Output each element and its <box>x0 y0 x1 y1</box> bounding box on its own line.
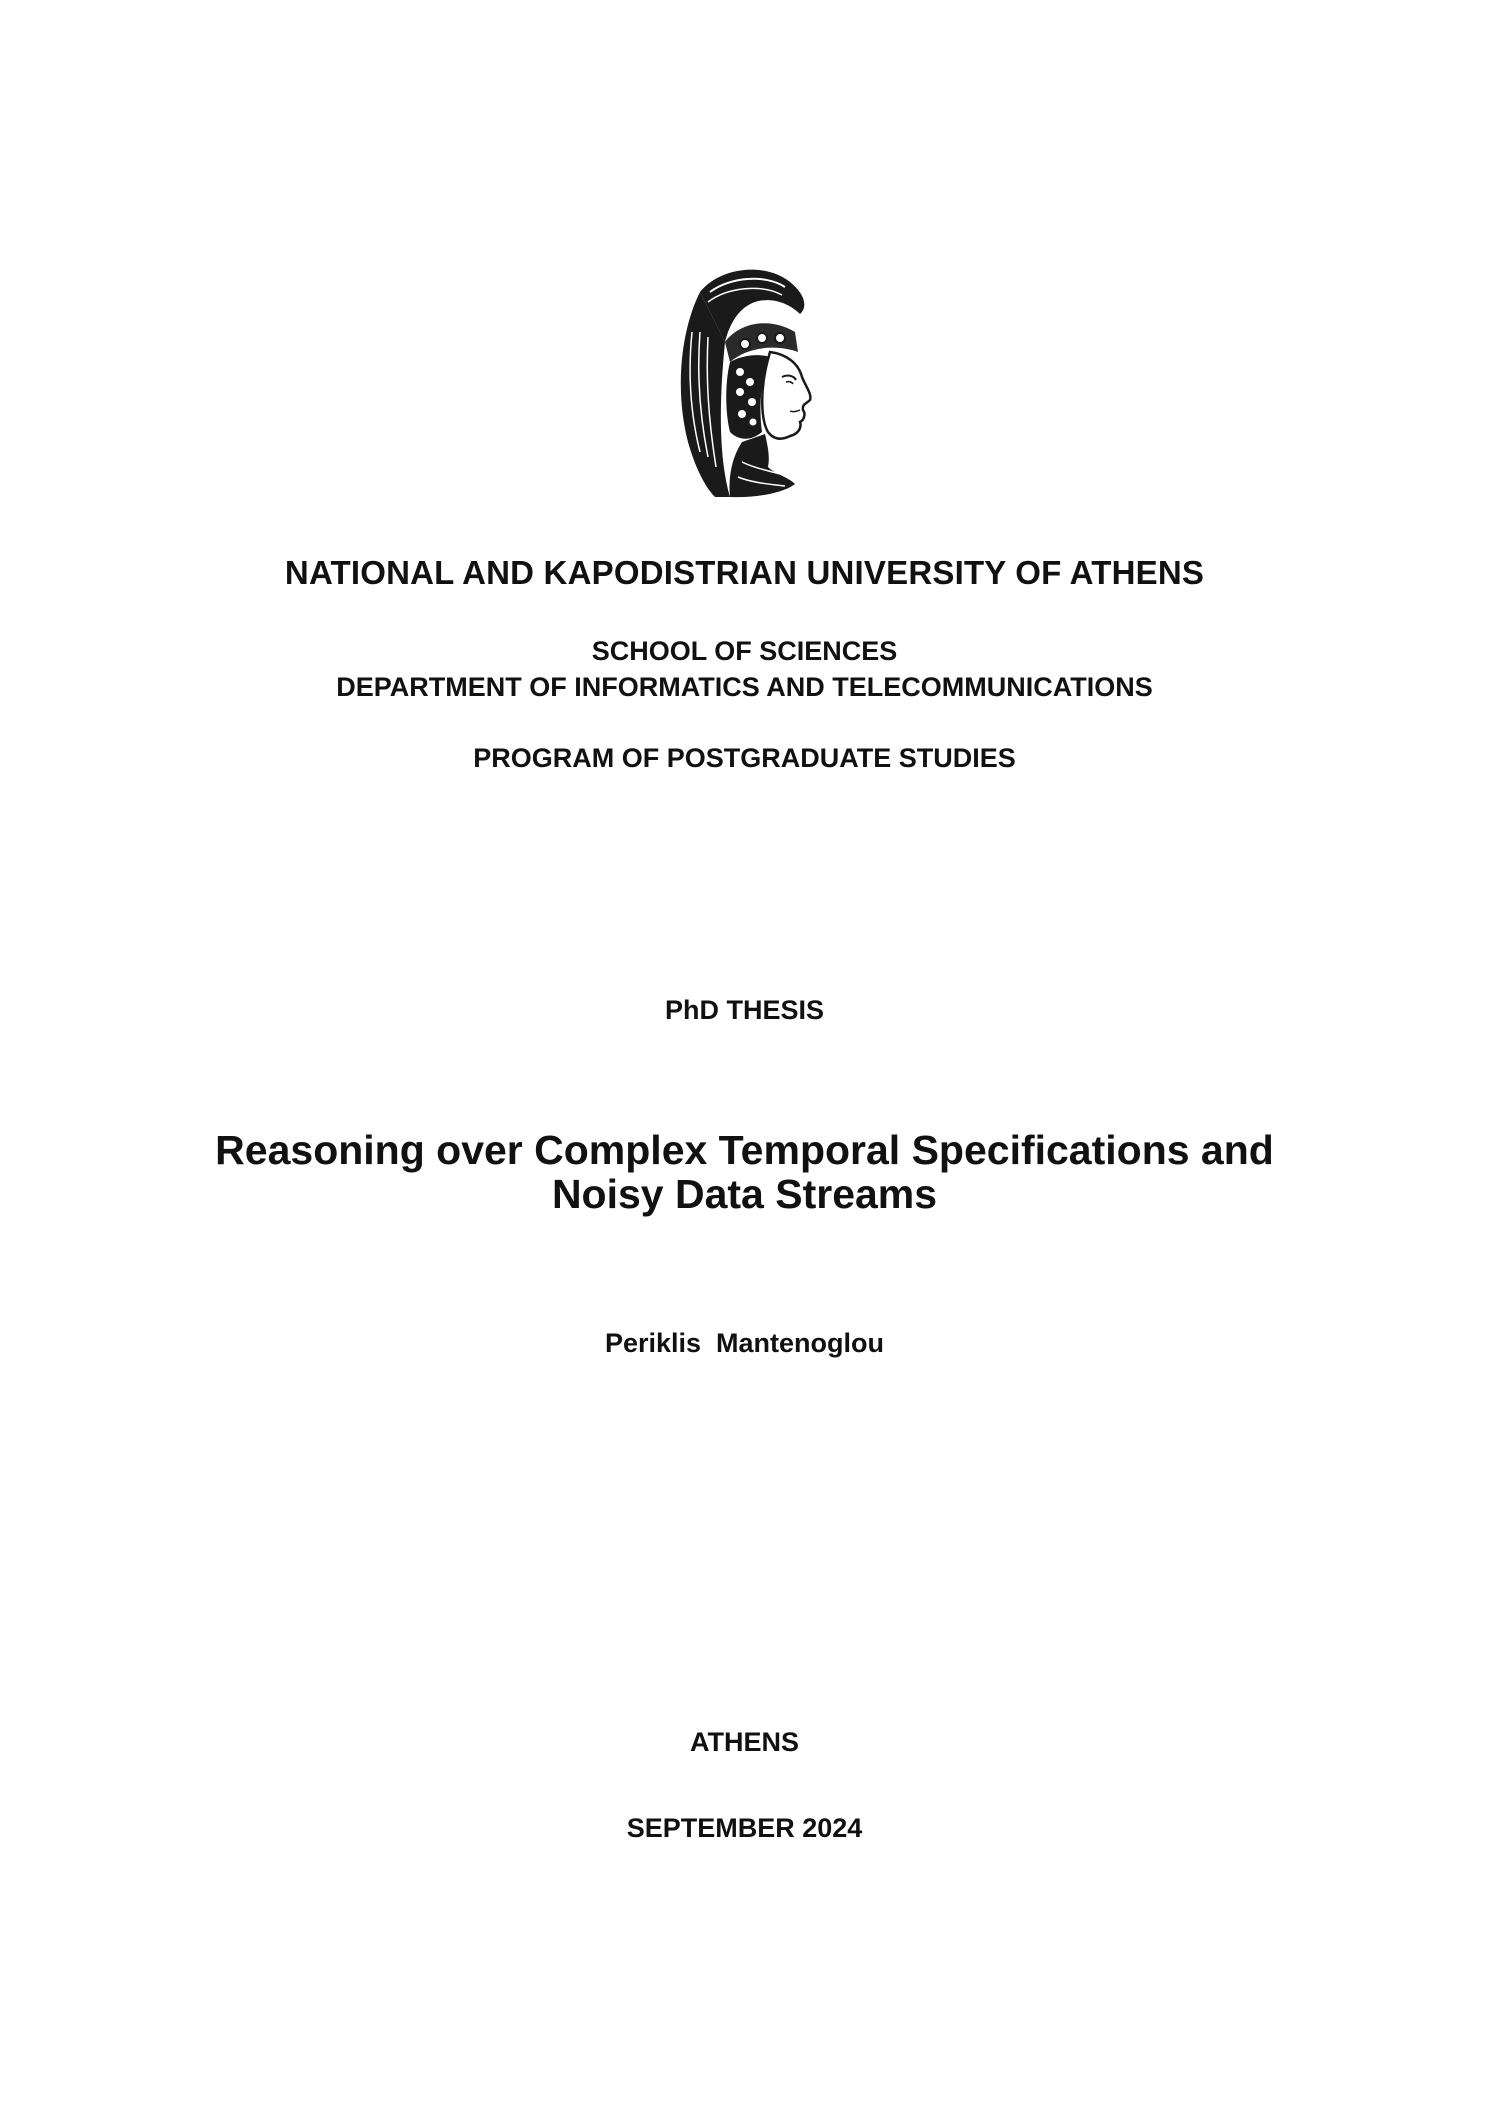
program-name: PROGRAM OF POSTGRADUATE STUDIES <box>473 743 1016 773</box>
date: SEPTEMBER 2024 <box>626 1813 863 1843</box>
school-department <box>0 633 1489 705</box>
author-name: Periklis Mantenoglou <box>604 1328 885 1358</box>
university-name: NATIONAL AND KAPODISTRIAN UNIVERSITY OF ATHENS <box>284 554 1205 591</box>
thesis-title-line-1: Reasoning over Complex Temporal Specifications and <box>215 1127 1274 1173</box>
athena-head-emblem-icon <box>670 262 830 502</box>
thesis-title-line-2: Noisy Data Streams <box>551 1171 938 1217</box>
department-name: DEPARTMENT OF INFORMATICS AND TELECOMMUNICATIONS <box>336 672 1153 702</box>
school-name: SCHOOL OF SCIENCES <box>591 636 898 666</box>
thesis-type: PhD THESIS <box>664 995 825 1025</box>
city: ATHENS <box>689 1727 799 1757</box>
thesis-title <box>0 1128 1489 1216</box>
